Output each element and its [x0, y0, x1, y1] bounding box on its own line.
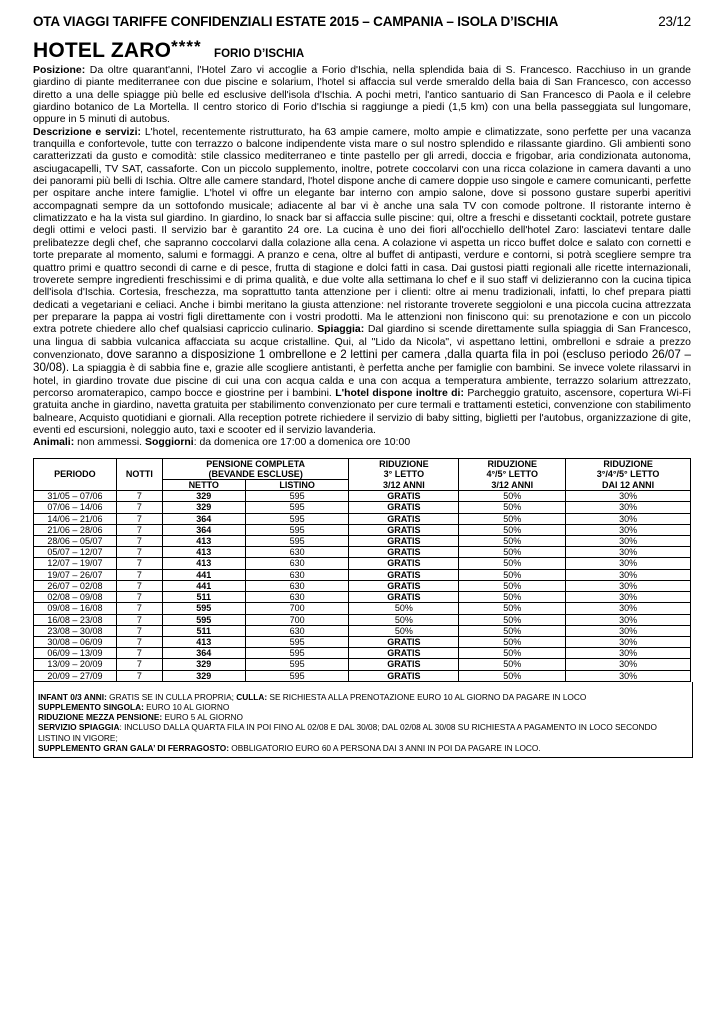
- cell-riduzione-345-letto: 30%: [566, 513, 691, 524]
- hotel-location: FORIO D’ISCHIA: [214, 48, 305, 60]
- col-header-netto: NETTO: [162, 480, 245, 491]
- cell-listino: 700: [245, 603, 349, 614]
- soggiorni-label: Soggiorni: [144, 437, 194, 449]
- cell-riduzione-345-letto: 30%: [566, 648, 691, 659]
- note-servizio-spiaggia: SERVIZIO SPIAGGIA: INCLUSO DALLA QUARTA FILA IN POI FINO AL 02/08 E DAL 30/08; DAL 02/08 AL 30/08 SU RICHIESTA A PAGAMENTO IN LOCO SECONDO LISTINO IN VIGORE;: [38, 722, 657, 743]
- cell-listino: 630: [245, 558, 349, 569]
- cell-netto: 595: [162, 603, 245, 614]
- cell-periodo: 09/08 – 16/08: [34, 603, 117, 614]
- cell-riduzione-3-letto: GRATIS: [349, 547, 459, 558]
- table-row: [34, 513, 691, 524]
- cell-riduzione-3-letto: GRATIS: [349, 558, 459, 569]
- cell-periodo: 06/09 – 13/09: [34, 648, 117, 659]
- page-number: 23/12: [658, 14, 691, 29]
- cell-listino: 630: [245, 580, 349, 591]
- cell-riduzione-3-letto: GRATIS: [349, 502, 459, 513]
- cell-riduzione-345-letto: 30%: [566, 580, 691, 591]
- cell-riduzione-45-letto: 50%: [459, 592, 566, 603]
- note-ferragosto: SUPPLEMENTO GRAN GALA’ DI FERRAGOSTO: OBBLIGATORIO EURO 60 A PERSONA DAI 3 ANNI IN POI DA PAGARE IN LOCO.: [38, 742, 541, 753]
- cell-riduzione-345-letto: 30%: [566, 524, 691, 535]
- cell-listino: 595: [245, 524, 349, 535]
- table-row: [34, 592, 691, 603]
- cell-notti: 7: [116, 502, 162, 513]
- cell-notti: 7: [116, 603, 162, 614]
- cell-riduzione-45-letto: 50%: [459, 603, 566, 614]
- description-body: [33, 65, 691, 450]
- animali-text: non ammessi.: [77, 437, 143, 449]
- cell-notti: 7: [116, 659, 162, 670]
- spiaggia-text-2: La spiaggia è di sabbia fine e, grazie alle scogliere antistanti, è perfetta anche per famiglie con bambini. Se invece volete rilassarvi in hotel, in giardino trovate due piscine di cui una con acqua calda e una con acqua a temperatura ambiente, terrazzo solarium attrezzato, percorso aromaterapico, campo bocce e giostrine per i bambini.: [33, 363, 692, 399]
- cell-periodo: 16/08 – 23/08: [34, 614, 117, 625]
- cell-riduzione-45-letto: 50%: [459, 524, 566, 535]
- dispone-text: Parcheggio gratuito, ascensore, copertura Wi-Fi gratuita anche in giardino, navetta gratuita per stabilimento convenzionato per cure termali e trattamenti estetici, convenzione con stabilimento balneare, Acquisto quotidiani e giornali. Alla reception potrete richiedere il servizio di baby sitting, biglietti per l'autobus, organizzazione di gite, eventi ed escursioni, noleggio auto, taxi e scooter ed il servizio lavanderia.: [33, 387, 691, 436]
- cell-riduzione-45-letto: 50%: [459, 670, 566, 681]
- cell-notti: 7: [116, 569, 162, 580]
- cell-periodo: 26/07 – 02/08: [34, 580, 117, 591]
- note-supplemento-singola: SUPPLEMENTO SINGOLA: EURO 10 AL GIORNO: [38, 701, 230, 712]
- rates-table-head: [34, 458, 691, 491]
- spiaggia-label: Spiaggia:: [317, 324, 365, 336]
- table-row: [34, 670, 691, 681]
- cell-riduzione-3-letto: 50%: [349, 603, 459, 614]
- cell-notti: 7: [116, 636, 162, 647]
- cell-listino: 595: [245, 491, 349, 502]
- cell-riduzione-45-letto: 50%: [459, 625, 566, 636]
- posizione-label: Posizione:: [33, 65, 86, 76]
- cell-riduzione-3-letto: GRATIS: [349, 670, 459, 681]
- animali-paragraph: [33, 437, 691, 449]
- cell-riduzione-3-letto: GRATIS: [349, 648, 459, 659]
- col-header-riduzione-45-letto: RIDUZIONE 4°/5° LETTO 3/12 ANNI: [459, 458, 566, 491]
- table-row: [34, 558, 691, 569]
- cell-riduzione-345-letto: 30%: [566, 491, 691, 502]
- cell-netto: 364: [162, 513, 245, 524]
- cell-riduzione-345-letto: 30%: [566, 614, 691, 625]
- descrizione-text: L'hotel, recentemente ristrutturato, ha 63 ampie camere, molto ampie e climatizzate, sono perfette per una vacanza tranquilla e confortevole, tutte con terrazzo o balcone indipendente vista mare o sul nostro splendido e rilassante giardino. Gli ambienti sono caratterizzati da gusto e comodità: stile classico mediterraneo e tinte pastello per gli arredi, doccia e frigobar, aria condizionata autonoma, asciugacapelli, TV SAT, cassaforte. Con un piccolo supplemento, inoltre, potrete coccolarvi con una ricca colazione in camera davanti a uno dei panorami più belli di Ischia. Oltre alle camere standard, l'hotel dispone anche di camere doppie uso singole e camere comunicanti, perfette per ospitare anche intere famiglie. L'hotel vi offre un elegante bar interno con ampio salone, dove si possono gustare superbi aperitivi accompagnati sempre da un sottofondo musicale; adiacente al bar vi è anche una sala TV con comode poltrone. Il ristorante interno è climatizzato e ha la vista sul giardino. In giardino, lo snack bar si affaccia sulle piscine: qui, oltre a freschi e dissetanti cocktail, potrete gustare degli ottimi e veloci pasti. Il servizio bar è garantito 24 ore. La cucina è uno dei fiori all'occhiello dell'hotel Zaro: lasciatevi tentare dalle prelibatezze degli chef, che sapranno coccolarvi dalla colazione alla cena. A colazione vi aspetta un ricco buffet dolce e salato con cornetti e torte preparate al momento, salumi e formaggi. A pranzo e cena, oltre al buffet di antipasti, verdure e contorni, si potrà scegliere sempre tra quattro primi e quattro secondi di carne e di pesce, frutta di stagione e dolci fatti in casa. Dai gustosi piatti regionali alle ricette internazionali, troverete sempre ingredienti freschissimi e di prima qualità, e due volte alla settimana lo chef e il suo staff vi delizieranno con la cucina tipica dell'isola d'Ischia. Cortesia, freschezza, ma soprattutto tanta attenzione per i clienti: oltre ai menu tradizionali, infatti, lo chef prepara piatti dedicati a vegetariani e celiaci. Anche i bimbi meritano la giusta attenzione: nel ristorante troverete seggioloni e una piccola cucina attrezzata per preparare la pappa ai vostri figli direttamente con i vostri prodotti. Ma le attenzioni non finiscono qui: su prenotazione e con un piccolo extra potrete chiedere allo chef qualsiasi capriccio culinario.: [33, 126, 691, 336]
- cell-netto: 413: [162, 636, 245, 647]
- cell-netto: 511: [162, 592, 245, 603]
- cell-periodo: 30/08 – 06/09: [34, 636, 117, 647]
- rates-table: [33, 458, 691, 682]
- cell-notti: 7: [116, 625, 162, 636]
- cell-riduzione-345-letto: 30%: [566, 502, 691, 513]
- header-subtitle: TARIFFE CONFIDENZIALI ESTATE 2015 – CAMPANIA – ISOLA D’ISCHIA: [112, 14, 559, 29]
- col-header-periodo: PERIODO: [34, 458, 117, 491]
- cell-listino: 595: [245, 670, 349, 681]
- table-row: [34, 603, 691, 614]
- cell-periodo: 20/09 – 27/09: [34, 670, 117, 681]
- cell-periodo: 31/05 – 07/06: [34, 491, 117, 502]
- col-header-notti: NOTTI: [116, 458, 162, 491]
- spiaggia-highlight: dove saranno a disposizione 1 ombrellone e 2 lettini per camera ,dalla quarta fila in poi (escluso periodo 26/07 – 30/08).: [33, 347, 691, 375]
- cell-riduzione-45-letto: 50%: [459, 513, 566, 524]
- col-header-riduzione-3-letto: RIDUZIONE 3° LETTO 3/12 ANNI: [349, 458, 459, 491]
- cell-riduzione-3-letto: GRATIS: [349, 513, 459, 524]
- cell-riduzione-3-letto: GRATIS: [349, 491, 459, 502]
- cell-listino: 630: [245, 569, 349, 580]
- cell-riduzione-3-letto: GRATIS: [349, 580, 459, 591]
- cell-riduzione-3-letto: 50%: [349, 625, 459, 636]
- cell-netto: 441: [162, 569, 245, 580]
- cell-netto: 329: [162, 491, 245, 502]
- cell-riduzione-345-letto: 30%: [566, 558, 691, 569]
- cell-riduzione-345-letto: 30%: [566, 592, 691, 603]
- cell-netto: 413: [162, 536, 245, 547]
- cell-listino: 595: [245, 513, 349, 524]
- cell-riduzione-45-letto: 50%: [459, 491, 566, 502]
- cell-notti: 7: [116, 670, 162, 681]
- cell-notti: 7: [116, 513, 162, 524]
- table-row: [34, 614, 691, 625]
- cell-notti: 7: [116, 580, 162, 591]
- page-header: [33, 14, 691, 29]
- cell-riduzione-345-letto: 30%: [566, 569, 691, 580]
- animali-label: Animali:: [33, 437, 75, 449]
- cell-netto: 595: [162, 614, 245, 625]
- spiaggia-text: Dal giardino si scende direttamente sulla spiaggia di San Francesco, una lingua di sabbia vulcanica affacciata su acque cristalline. Qui, al "Lido da Nicola", vi aspettano lettini, ombrelloni e sdraie a prezzo convenzionato,: [33, 324, 692, 361]
- rates-table-body: [34, 491, 691, 681]
- cell-riduzione-3-letto: GRATIS: [349, 636, 459, 647]
- cell-listino: 630: [245, 625, 349, 636]
- cell-notti: 7: [116, 558, 162, 569]
- cell-riduzione-45-letto: 50%: [459, 648, 566, 659]
- cell-riduzione-3-letto: GRATIS: [349, 536, 459, 547]
- cell-netto: 441: [162, 580, 245, 591]
- table-row: [34, 580, 691, 591]
- cell-riduzione-345-letto: 30%: [566, 625, 691, 636]
- cell-netto: 329: [162, 659, 245, 670]
- cell-riduzione-45-letto: 50%: [459, 569, 566, 580]
- cell-riduzione-345-letto: 30%: [566, 536, 691, 547]
- table-row: [34, 536, 691, 547]
- notes-box: [33, 682, 693, 758]
- posizione-text: Da oltre quarant'anni, l'Hotel Zaro vi accoglie a Forio d'Ischia, nella splendida baia di S. Francesco. Racchiuso in un grande giardino di piante mediterranee con due piscine e solarium, l'hotel si affaccia sul verde smeraldo della baia di San Francesco, con accesso diretto a una delle spiagge più belle ed esclusive dell'isola d'Ischia. A pochi metri, l'antico santuario di San Francesco di Paola e il celebre giardino botanico de La Mortella. Il centro storico di Forio d'Ischia si raggiunge a piedi (1,5 km) con una bella passeggiata sul lungomare, oppure in 5 minuti di autobus.: [33, 65, 691, 126]
- cell-periodo: 19/07 – 26/07: [34, 569, 117, 580]
- cell-riduzione-3-letto: GRATIS: [349, 659, 459, 670]
- cell-notti: 7: [116, 547, 162, 558]
- cell-riduzione-345-letto: 30%: [566, 659, 691, 670]
- cell-riduzione-45-letto: 50%: [459, 536, 566, 547]
- table-row: [34, 524, 691, 535]
- posizione-paragraph: [33, 65, 691, 127]
- cell-periodo: 21/06 – 28/06: [34, 524, 117, 535]
- col-header-pensione: PENSIONE COMPLETA (BEVANDE ESCLUSE): [162, 458, 349, 479]
- cell-netto: 329: [162, 502, 245, 513]
- cell-notti: 7: [116, 524, 162, 535]
- cell-periodo: 14/06 – 21/06: [34, 513, 117, 524]
- cell-notti: 7: [116, 536, 162, 547]
- note-riduzione-mezza-pensione: RIDUZIONE MEZZA PENSIONE: EURO 5 AL GIORNO: [38, 712, 243, 723]
- cell-periodo: 13/09 – 20/09: [34, 659, 117, 670]
- brand-name: OTA VIAGGI: [33, 14, 110, 29]
- hotel-title: [33, 39, 691, 63]
- cell-listino: 595: [245, 659, 349, 670]
- cell-netto: 364: [162, 524, 245, 535]
- table-row: [34, 491, 691, 502]
- cell-riduzione-3-letto: GRATIS: [349, 569, 459, 580]
- table-row: [34, 625, 691, 636]
- table-row: [34, 636, 691, 647]
- cell-periodo: 02/08 – 09/08: [34, 592, 117, 603]
- col-header-riduzione-345-letto: RIDUZIONE 3°/4°/5° LETTO DAI 12 ANNI: [566, 458, 691, 491]
- cell-netto: 413: [162, 558, 245, 569]
- table-row: [34, 648, 691, 659]
- cell-riduzione-345-letto: 30%: [566, 670, 691, 681]
- cell-periodo: 05/07 – 12/07: [34, 547, 117, 558]
- cell-riduzione-45-letto: 50%: [459, 547, 566, 558]
- cell-riduzione-45-letto: 50%: [459, 580, 566, 591]
- cell-netto: 511: [162, 625, 245, 636]
- cell-listino: 595: [245, 502, 349, 513]
- cell-listino: 630: [245, 592, 349, 603]
- table-row: [34, 659, 691, 670]
- hotel-name: HOTEL ZARO: [33, 39, 172, 62]
- cell-riduzione-45-letto: 50%: [459, 614, 566, 625]
- cell-listino: 595: [245, 648, 349, 659]
- descrizione-paragraph: [33, 127, 691, 438]
- cell-periodo: 23/08 – 30/08: [34, 625, 117, 636]
- note-infant: INFANT 0/3 ANNI: GRATIS SE IN CULLA PROPRIA; CULLA: SE RICHIESTA ALLA PRENOTAZIONE EURO 10 AL GIORNO DA PAGARE IN LOCO: [38, 691, 587, 702]
- dispone-label: L'hotel dispone inoltre di:: [335, 387, 464, 399]
- cell-netto: 329: [162, 670, 245, 681]
- table-row: [34, 547, 691, 558]
- cell-riduzione-45-letto: 50%: [459, 502, 566, 513]
- hotel-stars: ****: [171, 37, 202, 56]
- page: [33, 14, 691, 758]
- cell-riduzione-45-letto: 50%: [459, 659, 566, 670]
- cell-listino: 630: [245, 547, 349, 558]
- cell-netto: 364: [162, 648, 245, 659]
- cell-notti: 7: [116, 648, 162, 659]
- cell-riduzione-3-letto: 50%: [349, 614, 459, 625]
- cell-listino: 595: [245, 636, 349, 647]
- cell-notti: 7: [116, 592, 162, 603]
- cell-riduzione-45-letto: 50%: [459, 558, 566, 569]
- cell-periodo: 12/07 – 19/07: [34, 558, 117, 569]
- cell-listino: 595: [245, 536, 349, 547]
- descrizione-label: Descrizione e servizi:: [33, 126, 142, 138]
- cell-notti: 7: [116, 614, 162, 625]
- cell-riduzione-345-letto: 30%: [566, 603, 691, 614]
- cell-riduzione-3-letto: GRATIS: [349, 524, 459, 535]
- cell-notti: 7: [116, 491, 162, 502]
- cell-riduzione-345-letto: 30%: [566, 636, 691, 647]
- cell-riduzione-3-letto: GRATIS: [349, 592, 459, 603]
- table-row: [34, 502, 691, 513]
- cell-netto: 413: [162, 547, 245, 558]
- cell-periodo: 07/06 – 14/06: [34, 502, 117, 513]
- cell-riduzione-345-letto: 30%: [566, 547, 691, 558]
- col-header-listino: LISTINO: [245, 480, 349, 491]
- table-row: [34, 569, 691, 580]
- soggiorni-text: : da domenica ore 17:00 a domenica ore 10:00: [193, 437, 411, 449]
- cell-listino: 700: [245, 614, 349, 625]
- cell-riduzione-45-letto: 50%: [459, 636, 566, 647]
- cell-periodo: 28/06 – 05/07: [34, 536, 117, 547]
